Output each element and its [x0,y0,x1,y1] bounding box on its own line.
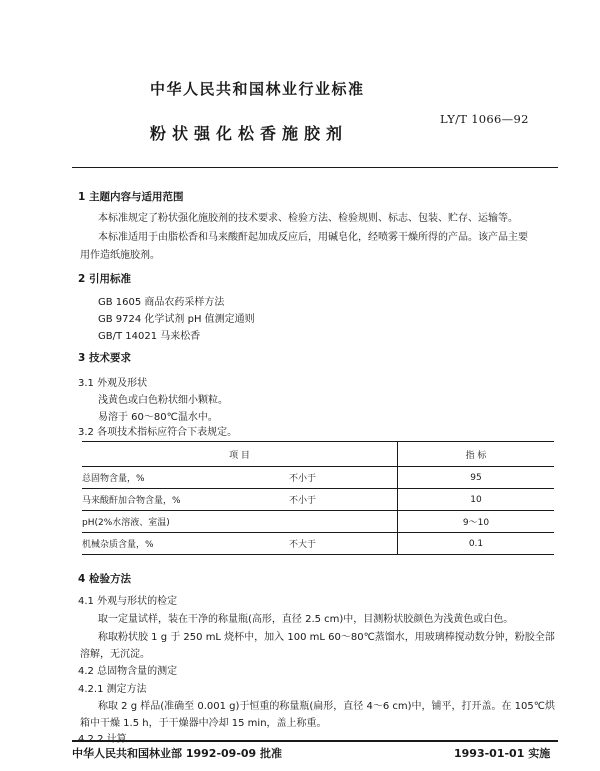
subsection-4-1: 4.1 外观与形状的检定 [78,596,178,607]
table-cell-name: 马来酸酐加合物含量，% [82,489,287,511]
subsection-3-1-line-b: 易溶于 60～80℃温水中。 [98,412,218,423]
table-cell-value: 9～10 [398,511,555,533]
subsection-3-2: 3.2 各项技术指标应符合下表规定。 [78,427,238,438]
header-rule [72,167,558,168]
table-cell-cond: 不大于 [287,533,398,555]
standard-code: LY/T 1066—92 [440,112,529,126]
table-header-row [82,442,554,467]
subsection-4-1-line-c: 溶解，无沉淀。 [80,649,150,660]
subsection-4-2-1-line-b: 箱中干燥 1.5 h，于干燥器中冷却 15 min，盖上称重。 [80,718,327,729]
table-cell-cond: 不小于 [287,467,398,489]
subsection-4-1-line-a: 取一定量试样，装在干净的称量瓶(高形，直径 2.5 cm)中，目测粉状胶颜色为浅黄色或白色。 [98,614,514,625]
reference-item: GB/T 14021 马来松香 [98,331,201,342]
implementation-date: 1993-01-01 实施 [454,747,551,760]
table-cell-name: pH(2%水溶液、室温) [82,511,287,533]
section-3-title: 3 技术要求 [78,352,131,364]
reference-item: GB 9724 化学试剂 pH 值测定通则 [98,314,255,325]
table-cell-name: 机械杂质含量，% [82,533,287,555]
subsection-3-1-line-a: 浅黄色或白色粉状细小颗粒。 [98,395,228,406]
table-cell-name: 总固物含量，% [82,467,287,489]
table-row [82,489,554,511]
subsection-4-2: 4.2 总固物含量的测定 [78,666,178,677]
table-row [82,467,554,489]
table-cell-value: 0.1 [398,533,555,555]
section-1-title: 1 主题内容与适用范围 [78,191,184,203]
subsection-4-1-line-b: 称取粉状胶 1 g 于 250 mL 烧杯中，加入 100 mL 60～80℃蒸馏水，用玻璃棒搅动数分钟，粉胶全部 [98,632,555,643]
footer-rule [72,740,558,742]
subsection-3-1: 3.1 外观及形状 [78,378,148,389]
standard-org: 中华人民共和国林业行业标准 [150,80,365,98]
table-cell-value: 10 [398,489,555,511]
table-cell-cond [287,511,398,533]
reference-item: GB 1605 商品农药采样方法 [98,297,225,308]
section-1-para-1: 本标准规定了粉状强化施胶剂的技术要求、检验方法、检验规则、标志、包装、贮存、运输等。 [98,213,518,224]
section-4-title: 4 检验方法 [78,573,131,585]
subsection-4-2-1: 4.2.1 测定方法 [78,684,147,695]
table-row [82,511,554,533]
document-title: 粉状强化松香施胶剂 [150,124,349,143]
table-header-item: 项 目 [82,442,398,467]
subsection-4-2-1-line-a: 称取 2 g 样品(准确至 0.001 g)于恒重的称量瓶(扁形，直径 4～6 cm)中，铺平，打开盖。在 105℃烘 [98,701,556,712]
table-cell-cond: 不小于 [287,489,398,511]
section-1-para-2b: 用作造纸施胶剂。 [80,250,160,261]
section-2-title: 2 引用标准 [78,273,131,285]
table-cell-value: 95 [398,467,555,489]
table-header-value: 指 标 [398,442,555,467]
approval-date: 中华人民共和国林业部 1992-09-09 批准 [72,747,283,760]
section-1-para-2a: 本标准适用于由脂松香和马来酸酐起加成反应后，用碱皂化，经喷雾干燥所得的产品。该产品主要 [98,232,528,243]
table-row [82,533,554,555]
subsection-4-2-2 [78,730,127,745]
spec-table [82,441,554,555]
